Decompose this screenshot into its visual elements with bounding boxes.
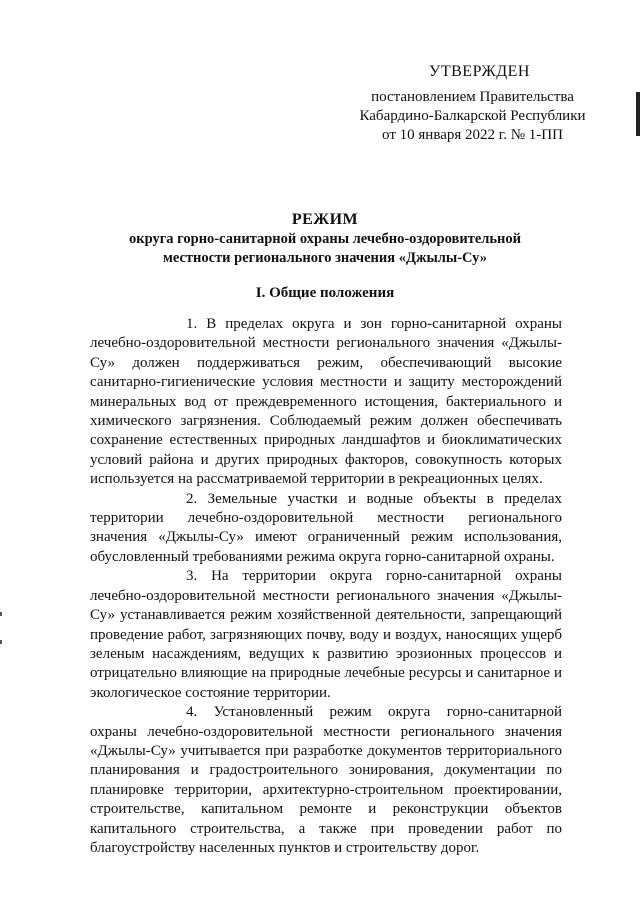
paragraph-text: Земельные участки и водные объекты в пределах территории лечебно-оздоровительной местности регионального значения «Джылы-Су» имеют ограниченный режим использования, обусловленный требованиями режима округа горно-санитарной охраны. — [90, 490, 562, 565]
paragraph-number: 2. — [186, 490, 198, 507]
title-main: РЕЖИМ — [291, 211, 359, 228]
approval-stamp-block — [355, 62, 590, 145]
document-body — [90, 315, 562, 858]
paragraph — [90, 315, 562, 490]
paragraph — [90, 490, 562, 568]
approval-line: постановлением Правительства — [371, 89, 574, 105]
approval-line: Кабардино-Балкарской Республики — [359, 108, 586, 124]
paragraph-number: 4. — [186, 704, 198, 721]
scan-edge-mark — [636, 92, 640, 136]
section-heading: I. Общие положения — [255, 285, 395, 301]
paragraph-number: 3. — [186, 568, 198, 585]
scan-edge-mark — [0, 640, 2, 644]
title-subtitle-line: округа горно-санитарной охраны лечебно-оздоровительной — [128, 231, 522, 247]
paragraph-text: На территории округа горно-санитарной охраны лечебно-оздоровительной местности регионального значения «Джылы-Су» устанавливается режим хозяйственной деятельности, запрещающий проведение работ, загрязняющих почву, воду и воздух, наносящих ущерб зеленым насаждениям, ведущих к развитию эрозионных процессов и отрицательно влияющие на природные лечебные ресурсы и санитарное и экологическое состояние территории. — [90, 568, 562, 701]
paragraph — [90, 567, 562, 703]
paragraph-text: Установленный режим округа горно-санитарной охраны лечебно-оздоровительной местности регионального значения «Джылы-Су» учитывается при разработке документов территориального планирования и градостроительного зонирования, документации по планировке территории, архитектурно-строительном проектировании, строительстве, капитальном ремонте и реконструкции объектов капитального строительства, а также при проведении работ по благоустройству населенных пунктов и строительству дорог. — [90, 704, 562, 856]
title-subtitle-line: местности регионального значения «Джылы-Су» — [162, 250, 488, 266]
paragraph-number: 1. — [186, 316, 198, 332]
document-title — [90, 210, 560, 268]
paragraph — [90, 703, 562, 858]
approval-line: от 10 января 2022 г. № 1-ПП — [382, 127, 563, 143]
scan-edge-mark — [0, 612, 2, 616]
approval-word: УТВЕРЖДЕН — [429, 63, 530, 80]
paragraph-text: В пределах округа и зон горно-санитарной охраны лечебно-оздоровительной местности регионального значения «Джылы-Су» должен поддерживаться режим, обеспечивающий высокие санитарно-гигиенические условия местности и защиту месторождений минеральных вод от преждевременного истощения, бактериального и химического загрязнения. Соблюдаемый режим должен обеспечивать сохранение естественных природных ландшафтов и биоклиматических условий района и других природных факторов, совокупность которых используется на рассматриваемой территории в рекреационных целях. — [90, 316, 562, 488]
